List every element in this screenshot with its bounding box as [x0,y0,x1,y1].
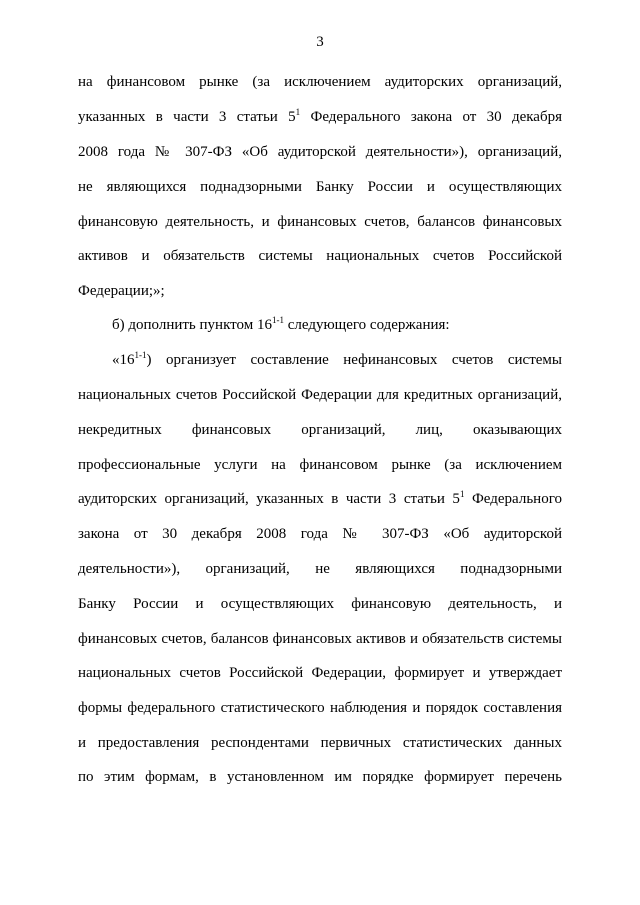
text-line: деятельности»), организаций, не являющихся поднадзорными [78,561,562,577]
text-line: и предоставления респондентами первичных статистических данных [78,735,562,751]
text-line: Федерации;»; [78,283,165,299]
text-line: национальных счетов Российской Федерации для кредитных организаций, [78,387,562,403]
text-line: по этим формам, в установленном им порядке формирует перечень [78,769,562,785]
text-line: б) дополнить пунктом 16$^{1-1}$ следующего содержания: [112,315,450,333]
text-line: не являющихся поднадзорными Банку России и осуществляющих [78,179,562,195]
superscript: 1-1 [134,350,147,360]
superscript: 1 [459,489,465,499]
text-line: на финансовом рынке (за исключением аудиторских организаций, [78,74,562,90]
superscript: 1 [295,107,301,117]
text-line: профессиональные услуги на финансовом рынке (за исключением [78,457,562,473]
page-number: 3 [316,34,324,50]
text-line: формы федерального статистического наблюдения и порядок составления [78,700,562,716]
text-line: национальных счетов Российской Федерации, формирует и утверждает [78,665,562,681]
text-line: финансовую деятельность, и финансовых счетов, балансов финансовых [78,214,562,230]
text-line: закона от 30 декабря 2008 года № 307-ФЗ «Об аудиторской [78,526,562,542]
text-line: аудиторских организаций, указанных в части 3 статьи $5^1$ Федерального [78,489,562,507]
text-line: активов и обязательств системы национальных счетов Российской [78,248,562,264]
text-line: указанных в части 3 статьи $5^1$ Федерального закона от 30 декабря [78,107,562,125]
text-line: финансовых счетов, балансов финансовых активов и обязательств системы [78,631,562,647]
text-line: Банку России и осуществляющих финансовую деятельность, и [78,596,562,612]
text-line: 2008 года № 307-ФЗ «Об аудиторской деятельности»), организаций, [78,144,562,160]
text-line: «16$^{1-1}$) организует составление нефинансовых счетов системы [112,350,562,368]
text-line: некредитных финансовых организаций, лиц, оказывающих [78,422,562,438]
superscript: 1-1 [271,315,284,325]
